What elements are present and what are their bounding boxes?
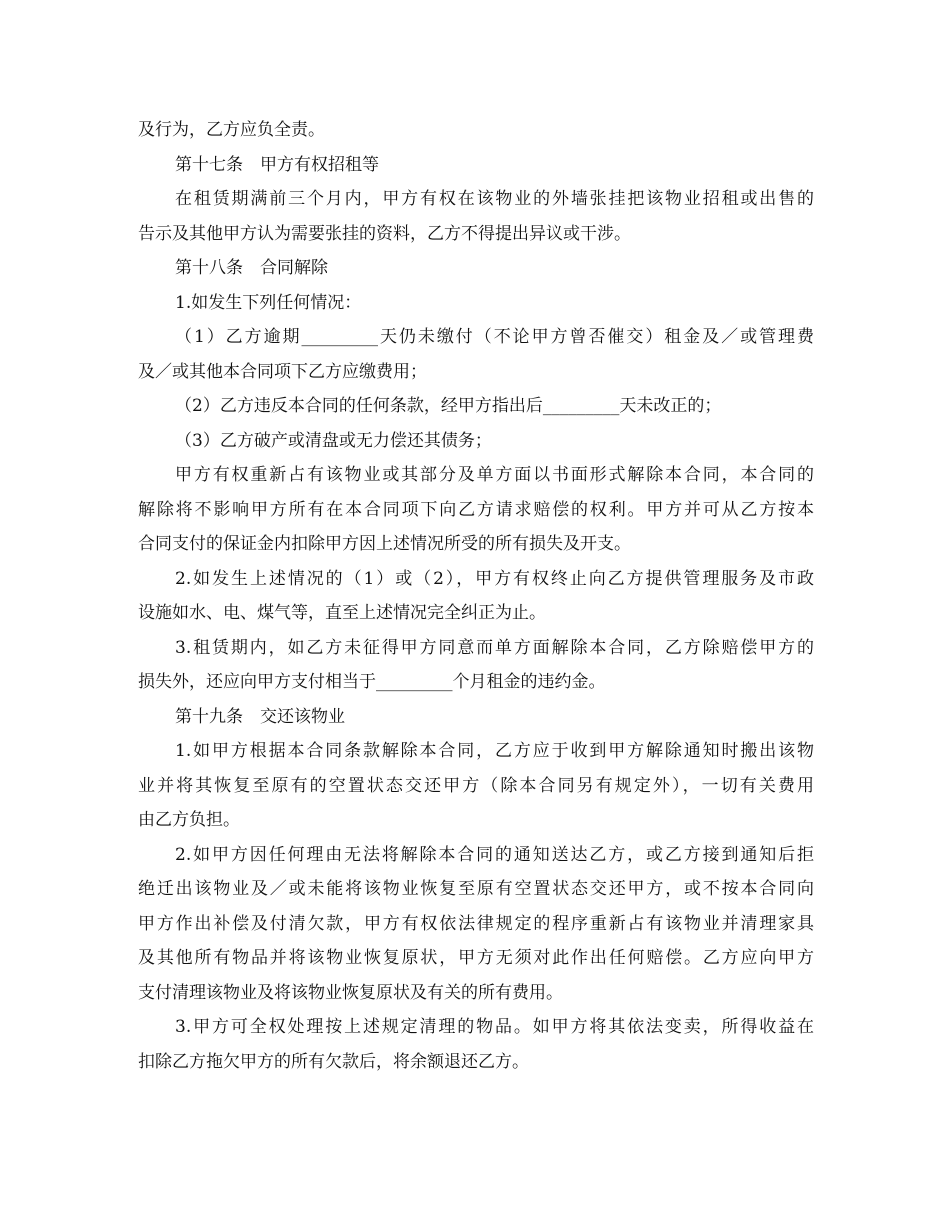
text-line: 第十九条 交还该物业 — [175, 706, 345, 727]
text-line: 及行为，乙方应负全责。 — [138, 120, 325, 140]
text-line: 3.租赁期内，如乙方未征得甲方同意而单方面解除本合同，乙方除赔偿甲方的 — [175, 637, 814, 658]
text-line: 及其他所有物品并将该物业恢复原状，甲方无须对此作出任何赔偿。乙方应向甲方 — [138, 948, 814, 968]
text-line: 设施如水、电、煤气等，直至上述情况完全纠正为止。 — [138, 603, 546, 623]
text-line: 2.如发生上述情况的（1）或（2），甲方有权终止向乙方提供管理服务及市政 — [175, 568, 814, 589]
document-body — [138, 113, 814, 1079]
text-line: 1.如发生下列任何情况： — [175, 292, 362, 313]
text-line: 由乙方负担。 — [138, 810, 240, 830]
text-line: 3.甲方可全权处理按上述规定清理的物品。如甲方将其依法变卖，所得收益在 — [175, 1017, 814, 1037]
text-line: （3）乙方破产或清盘或无力偿还其债务； — [175, 430, 492, 451]
text-line: 及／或其他本合同项下乙方应缴费用； — [138, 361, 427, 382]
text-line: （2）乙方违反本合同的任何条款，经甲方指出后_________天未改正的； — [175, 396, 722, 416]
text-line: 甲方有权重新占有该物业或其部分及单方面以书面形式解除本合同，本合同的 — [175, 465, 814, 485]
text-line: 合同支付的保证金内扣除甲方因上述情况所受的所有损失及开支。 — [138, 534, 631, 554]
text-line: 甲方作出补偿及付清欠款，甲方有权依法律规定的程序重新占有该物业并清理家具 — [138, 913, 814, 934]
text-line: 2.如甲方因任何理由无法将解除本合同的通知送达乙方，或乙方接到通知后拒 — [175, 844, 814, 865]
text-line: 扣除乙方拖欠甲方的所有欠款后，将余额退还乙方。 — [138, 1051, 529, 1072]
text-line: 损失外，还应向甲方支付相当于_________个月租金的违约金。 — [138, 672, 606, 692]
text-line: 解除将不影响甲方所有在本合同项下向乙方请求赔偿的权利。甲方并可从乙方按本 — [138, 499, 814, 520]
text-line: 告示及其他甲方认为需要张挂的资料，乙方不得提出异议或干涉。 — [138, 223, 631, 244]
text-line: 业并将其恢复至原有的空置状态交还甲方（除本合同另有规定外），一切有关费用 — [138, 775, 814, 796]
text-line: 第十八条 合同解除 — [175, 258, 328, 278]
text-line: 支付清理该物业及将该物业恢复原状及有关的所有费用。 — [138, 982, 563, 1003]
text-line: 在租赁期满前三个月内，甲方有权在该物业的外墙张挂把该物业招租或出售的 — [175, 189, 814, 209]
text-line: （1）乙方逾期_________天仍未缴付（不论甲方曾否催交）租金及／或管理费 — [175, 327, 814, 347]
text-line: 第十七条 甲方有权招租等 — [175, 154, 379, 175]
text-line: 绝迁出该物业及／或未能将该物业恢复至原有空置状态交还甲方，或不按本合同向 — [138, 879, 814, 899]
text-line: 1.如甲方根据本合同条款解除本合同，乙方应于收到甲方解除通知时搬出该物 — [175, 741, 814, 761]
